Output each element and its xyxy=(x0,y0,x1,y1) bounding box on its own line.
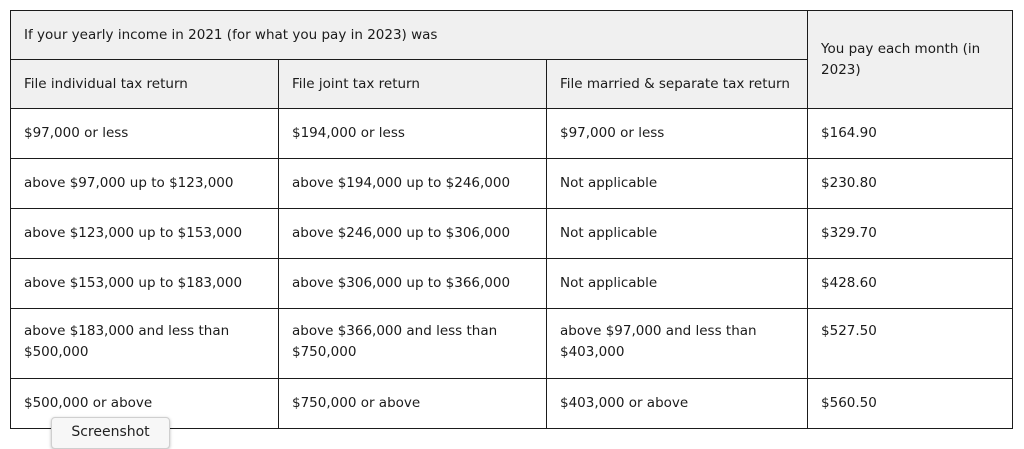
cell-married-separate: above $97,000 and less than $403,000 xyxy=(547,309,808,379)
income-group-header: If your yearly income in 2021 (for what you pay in 2023) was xyxy=(11,11,808,60)
cell-individual: above $97,000 up to $123,000 xyxy=(11,159,279,209)
cell-joint: above $246,000 up to $306,000 xyxy=(279,209,547,259)
cell-monthly-payment: $527.50 xyxy=(808,309,1013,379)
cell-individual: $97,000 or less xyxy=(11,109,279,159)
cell-joint: above $194,000 up to $246,000 xyxy=(279,159,547,209)
column-header-individual: File individual tax return xyxy=(11,60,279,109)
income-premium-table xyxy=(10,10,1013,429)
column-header-married-separate: File married & separate tax return xyxy=(547,60,808,109)
cell-monthly-payment: $560.50 xyxy=(808,379,1013,429)
cell-married-separate: $97,000 or less xyxy=(547,109,808,159)
cell-married-separate: Not applicable xyxy=(547,259,808,309)
table-group-header-row xyxy=(11,11,1013,60)
column-header-joint: File joint tax return xyxy=(279,60,547,109)
cell-married-separate: Not applicable xyxy=(547,159,808,209)
cell-monthly-payment: $164.90 xyxy=(808,109,1013,159)
cell-married-separate: $403,000 or above xyxy=(547,379,808,429)
screenshot-tooltip: Screenshot xyxy=(51,417,170,449)
table-row xyxy=(11,159,1013,209)
cell-joint: $194,000 or less xyxy=(279,109,547,159)
cell-individual: above $153,000 up to $183,000 xyxy=(11,259,279,309)
cell-individual: above $123,000 up to $153,000 xyxy=(11,209,279,259)
cell-monthly-payment: $230.80 xyxy=(808,159,1013,209)
cell-joint: above $366,000 and less than $750,000 xyxy=(279,309,547,379)
table-row xyxy=(11,209,1013,259)
monthly-payment-header: You pay each month (in 2023) xyxy=(808,11,1013,109)
cell-married-separate: Not applicable xyxy=(547,209,808,259)
cell-individual: above $183,000 and less than $500,000 xyxy=(11,309,279,379)
cell-individual: $500,000 or above xyxy=(11,379,279,429)
cell-joint: above $306,000 up to $366,000 xyxy=(279,259,547,309)
table-row xyxy=(11,109,1013,159)
table-row xyxy=(11,259,1013,309)
cell-monthly-payment: $428.60 xyxy=(808,259,1013,309)
cell-joint: $750,000 or above xyxy=(279,379,547,429)
table-row xyxy=(11,309,1013,379)
cell-monthly-payment: $329.70 xyxy=(808,209,1013,259)
